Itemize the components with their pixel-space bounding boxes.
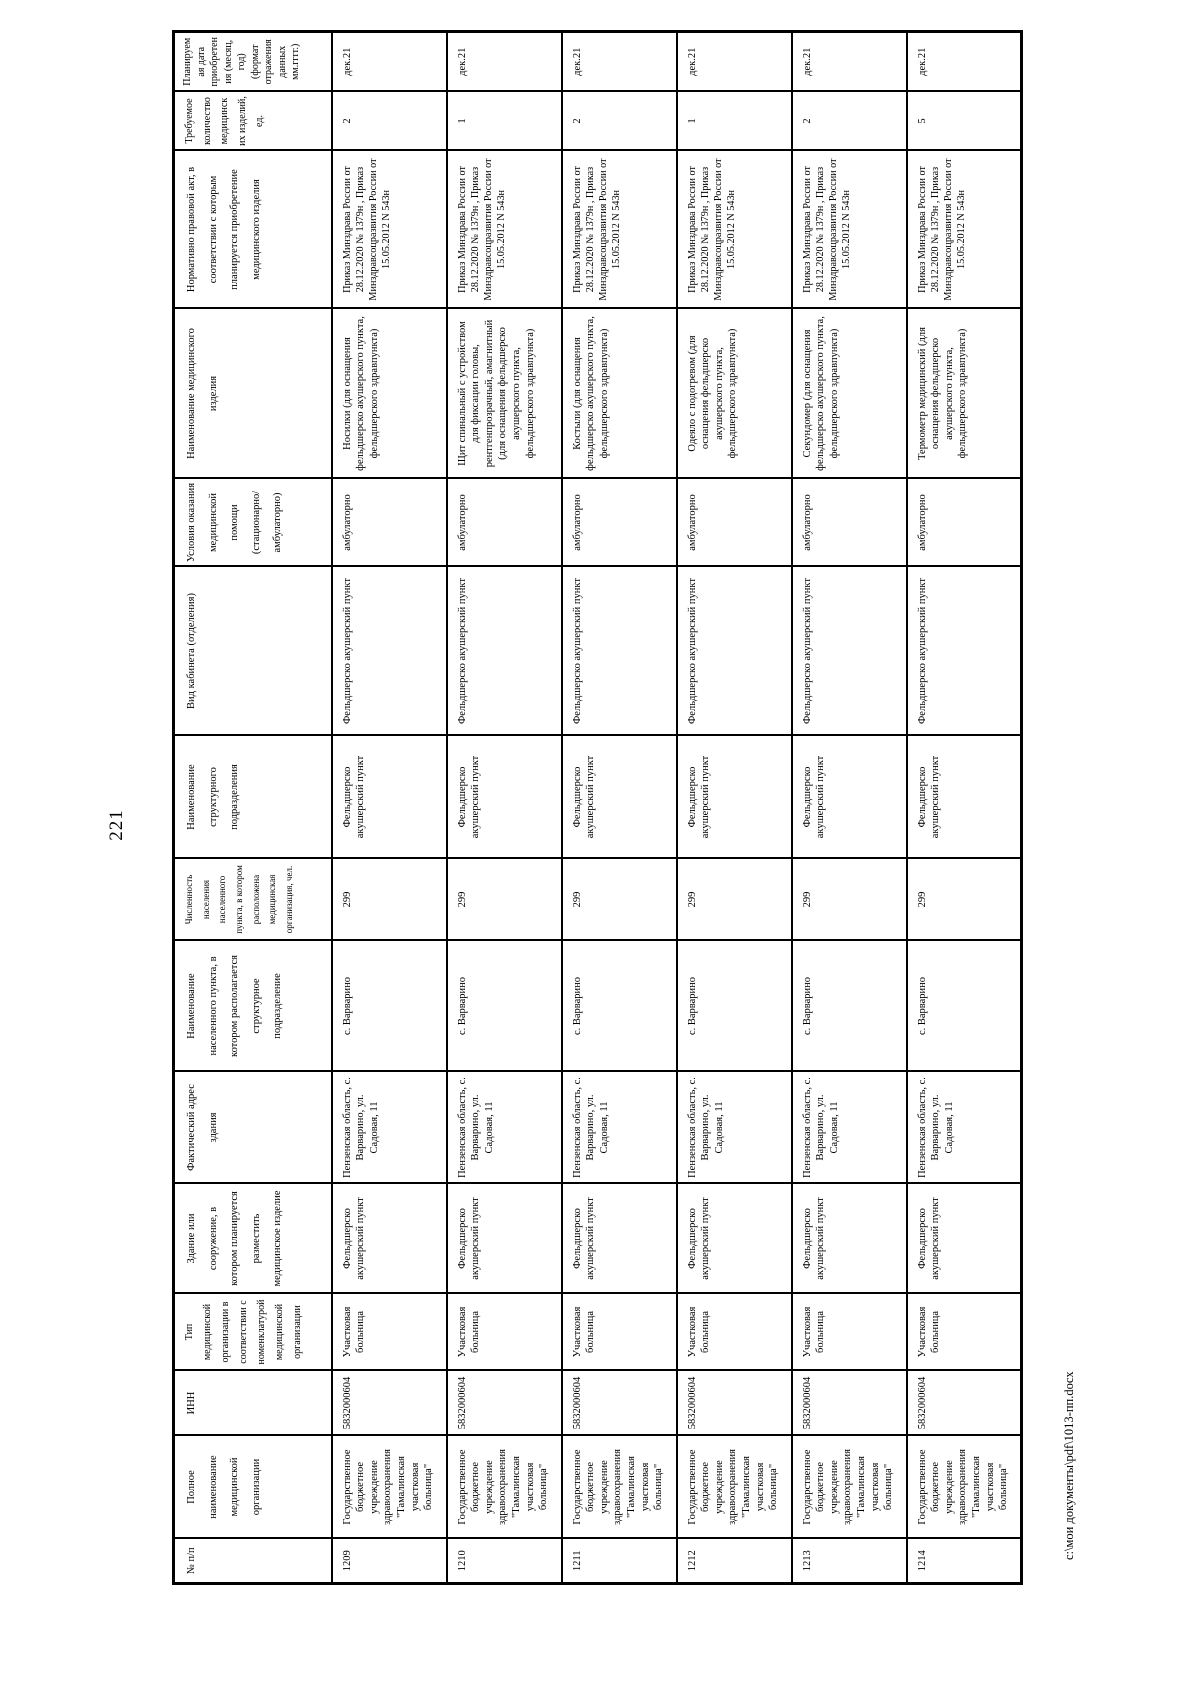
building-cell: Фельдшерско акушерский пункт bbox=[677, 1184, 792, 1294]
cabinet-type-cell: Фельдшерско акушерский пункт bbox=[907, 567, 1022, 736]
table-row bbox=[562, 32, 677, 1584]
population-cell: 299 bbox=[792, 859, 907, 941]
organization-name-cell: Государственное бюджетное учреждение здравоохранения "Тамалинская участковая больница" bbox=[562, 1436, 677, 1539]
header-address-cell: Фактический адрес здания bbox=[174, 1072, 332, 1184]
building-cell: Фельдшерско акушерский пункт bbox=[792, 1184, 907, 1294]
population-cell: 299 bbox=[907, 859, 1022, 941]
organization-name-cell: Государственное бюджетное учреждение здравоохранения "Тамалинская участковая больница" bbox=[792, 1436, 907, 1539]
care-conditions-cell: амбулаторно bbox=[332, 479, 447, 567]
document-path-footer: с:\мои документы\pdf\1013-пп.docx bbox=[1062, 1371, 1076, 1560]
address-cell: Пензенская область, с. Варварино, ул. Садовая, 11 bbox=[447, 1072, 562, 1184]
planned-date-cell: дек.21 bbox=[562, 32, 677, 92]
device-name-cell: Щит спинальный с устройством для фиксации головы, рентгенпрозрачный, амагнитный (для оснащения фельдшерско акушерского пункта, фельдшерского здравпункта) bbox=[447, 309, 562, 479]
population-cell: 299 bbox=[677, 859, 792, 941]
header-organization-type-cell: Тип медицинской организации в соответствии с номенклатурой медицинской организации bbox=[174, 1294, 332, 1371]
settlement-cell: с. Варварино bbox=[332, 941, 447, 1072]
care-conditions-cell: амбулаторно bbox=[907, 479, 1022, 567]
inn-cell: 5832000604 bbox=[792, 1371, 907, 1436]
quantity-cell: 2 bbox=[332, 92, 447, 151]
table-row bbox=[447, 32, 562, 1584]
care-conditions-cell: амбулаторно bbox=[677, 479, 792, 567]
table-header-row bbox=[174, 32, 332, 1584]
inn-cell: 5832000604 bbox=[562, 1371, 677, 1436]
building-cell: Фельдшерско акушерский пункт bbox=[562, 1184, 677, 1294]
population-cell: 299 bbox=[447, 859, 562, 941]
row-number-cell: 1214 bbox=[907, 1539, 1022, 1584]
building-cell: Фельдшерско акушерский пункт bbox=[907, 1184, 1022, 1294]
planned-date-cell: дек.21 bbox=[332, 32, 447, 92]
row-number-cell: 1210 bbox=[447, 1539, 562, 1584]
inn-cell: 5832000604 bbox=[447, 1371, 562, 1436]
header-legal-act-cell: Нормативно правовой акт, в соответствии с которым планируется приобретение медицинского изделия bbox=[174, 151, 332, 309]
quantity-cell: 1 bbox=[447, 92, 562, 151]
care-conditions-cell: амбулаторно bbox=[447, 479, 562, 567]
header-population-cell: Численность населения населенного пункта, в котором расположена медицинская организация, чел. bbox=[174, 859, 332, 941]
legal-act-cell: Приказ Минздрава России от 28.12.2020 № 1379н , Приказ Минздравсоцразвития России от 15.05.2012 N 543н bbox=[907, 151, 1022, 309]
header-organization-name-cell: Полное наименование медицинской организации bbox=[174, 1436, 332, 1539]
header-settlement-cell: Наименование населенного пункта, в котором располагается структурное подразделение bbox=[174, 941, 332, 1072]
table-row bbox=[907, 32, 1022, 1584]
equipment-plan-table bbox=[172, 30, 1023, 1585]
table-row bbox=[792, 32, 907, 1584]
address-cell: Пензенская область, с. Варварино, ул. Садовая, 11 bbox=[907, 1072, 1022, 1184]
row-number-cell: 1213 bbox=[792, 1539, 907, 1584]
structural-unit-cell: Фельдшерско акушерский пункт bbox=[562, 736, 677, 859]
organization-type-cell: Участковая больница bbox=[907, 1294, 1022, 1371]
cabinet-type-cell: Фельдшерско акушерский пункт bbox=[562, 567, 677, 736]
inn-cell: 5832000604 bbox=[332, 1371, 447, 1436]
header-device-name-cell: Наименование медицинского изделия bbox=[174, 309, 332, 479]
device-name-cell: Секундомер (для оснащения фельдшерско акушерского пункта, фельдшерского здравпункта) bbox=[792, 309, 907, 479]
legal-act-cell: Приказ Минздрава России от 28.12.2020 № 1379н , Приказ Минздравсоцразвития России от 15.05.2012 N 543н bbox=[792, 151, 907, 309]
quantity-cell: 1 bbox=[677, 92, 792, 151]
header-inn-cell: ИНН bbox=[174, 1371, 332, 1436]
organization-type-cell: Участковая больница bbox=[792, 1294, 907, 1371]
settlement-cell: с. Варварино bbox=[792, 941, 907, 1072]
inn-cell: 5832000604 bbox=[677, 1371, 792, 1436]
organization-name-cell: Государственное бюджетное учреждение здравоохранения "Тамалинская участковая больница" bbox=[677, 1436, 792, 1539]
settlement-cell: с. Варварино bbox=[562, 941, 677, 1072]
population-cell: 299 bbox=[562, 859, 677, 941]
structural-unit-cell: Фельдшерско акушерский пункт bbox=[907, 736, 1022, 859]
legal-act-cell: Приказ Минздрава России от 28.12.2020 № 1379н , Приказ Минздравсоцразвития России от 15.05.2012 N 543н bbox=[447, 151, 562, 309]
settlement-cell: с. Варварино bbox=[907, 941, 1022, 1072]
row-number-cell: 1211 bbox=[562, 1539, 677, 1584]
planned-date-cell: дек.21 bbox=[677, 32, 792, 92]
building-cell: Фельдшерско акушерский пункт bbox=[332, 1184, 447, 1294]
settlement-cell: с. Варварино bbox=[677, 941, 792, 1072]
header-care-conditions-cell: Условия оказания медицинской помощи (стационарно/ амбулаторно) bbox=[174, 479, 332, 567]
device-name-cell: Носилки (для оснащения фельдшерско акушерского пункта, фельдшерского здравпункта) bbox=[332, 309, 447, 479]
structural-unit-cell: Фельдшерско акушерский пункт bbox=[447, 736, 562, 859]
address-cell: Пензенская область, с. Варварино, ул. Садовая, 11 bbox=[332, 1072, 447, 1184]
care-conditions-cell: амбулаторно bbox=[562, 479, 677, 567]
address-cell: Пензенская область, с. Варварино, ул. Садовая, 11 bbox=[562, 1072, 677, 1184]
settlement-cell: с. Варварино bbox=[447, 941, 562, 1072]
table-header bbox=[174, 32, 332, 1584]
planned-date-cell: дек.21 bbox=[907, 32, 1022, 92]
organization-name-cell: Государственное бюджетное учреждение здравоохранения "Тамалинская участковая больница" bbox=[447, 1436, 562, 1539]
organization-type-cell: Участковая больница bbox=[562, 1294, 677, 1371]
organization-type-cell: Участковая больница bbox=[677, 1294, 792, 1371]
care-conditions-cell: амбулаторно bbox=[792, 479, 907, 567]
address-cell: Пензенская область, с. Варварино, ул. Садовая, 11 bbox=[792, 1072, 907, 1184]
legal-act-cell: Приказ Минздрава России от 28.12.2020 № 1379н , Приказ Минздравсоцразвития России от 15.05.2012 N 543н bbox=[332, 151, 447, 309]
quantity-cell: 2 bbox=[792, 92, 907, 151]
population-cell: 299 bbox=[332, 859, 447, 941]
table-body bbox=[332, 32, 1022, 1584]
header-building-cell: Здание или сооружение, в котором планируется разместить медицинское изделие bbox=[174, 1184, 332, 1294]
device-name-cell: Термометр медицинский (для оснащения фельдшерско акушерского пункта, фельдшерского здравпункта) bbox=[907, 309, 1022, 479]
planned-date-cell: дек.21 bbox=[447, 32, 562, 92]
legal-act-cell: Приказ Минздрава России от 28.12.2020 № 1379н , Приказ Минздравсоцразвития России от 15.05.2012 N 543н bbox=[562, 151, 677, 309]
cabinet-type-cell: Фельдшерско акушерский пункт bbox=[447, 567, 562, 736]
quantity-cell: 2 bbox=[562, 92, 677, 151]
row-number-cell: 1212 bbox=[677, 1539, 792, 1584]
structural-unit-cell: Фельдшерско акушерский пункт bbox=[792, 736, 907, 859]
header-structural-unit-cell: Наименование структурного подразделения bbox=[174, 736, 332, 859]
structural-unit-cell: Фельдшерско акушерский пункт bbox=[677, 736, 792, 859]
structural-unit-cell: Фельдшерско акушерский пункт bbox=[332, 736, 447, 859]
cabinet-type-cell: Фельдшерско акушерский пункт bbox=[332, 567, 447, 736]
address-cell: Пензенская область, с. Варварино, ул. Садовая, 11 bbox=[677, 1072, 792, 1184]
quantity-cell: 5 bbox=[907, 92, 1022, 151]
table-row bbox=[332, 32, 447, 1584]
device-name-cell: Одеяло с подогревом (для оснащения фельдшерско акушерского пункта, фельдшерского здравпункта) bbox=[677, 309, 792, 479]
organization-type-cell: Участковая больница bbox=[447, 1294, 562, 1371]
row-number-cell: 1209 bbox=[332, 1539, 447, 1584]
header-quantity-cell: Требуемое количество медицинских изделий, ед. bbox=[174, 92, 332, 151]
header-planned-date-cell: Планируемая дата приобретения (месяц, год) (формат отражения данных мм.гггг.) bbox=[174, 32, 332, 92]
device-name-cell: Костыли (для оснащения фельдшерско акушерского пункта, фельдшерского здравпункта) bbox=[562, 309, 677, 479]
header-row-number-cell: № п/п bbox=[174, 1539, 332, 1584]
building-cell: Фельдшерско акушерский пункт bbox=[447, 1184, 562, 1294]
header-cabinet-type-cell: Вид кабинета (отделения) bbox=[174, 567, 332, 736]
cabinet-type-cell: Фельдшерско акушерский пункт bbox=[792, 567, 907, 736]
organization-name-cell: Государственное бюджетное учреждение здравоохранения "Тамалинская участковая больница" bbox=[907, 1436, 1022, 1539]
organization-name-cell: Государственное бюджетное учреждение здравоохранения "Тамалинская участковая больница" bbox=[332, 1436, 447, 1539]
page-number: 221 bbox=[106, 809, 127, 841]
cabinet-type-cell: Фельдшерско акушерский пункт bbox=[677, 567, 792, 736]
inn-cell: 5832000604 bbox=[907, 1371, 1022, 1436]
legal-act-cell: Приказ Минздрава России от 28.12.2020 № 1379н , Приказ Минздравсоцразвития России от 15.05.2012 N 543н bbox=[677, 151, 792, 309]
organization-type-cell: Участковая больница bbox=[332, 1294, 447, 1371]
table-row bbox=[677, 32, 792, 1584]
planned-date-cell: дек.21 bbox=[792, 32, 907, 92]
